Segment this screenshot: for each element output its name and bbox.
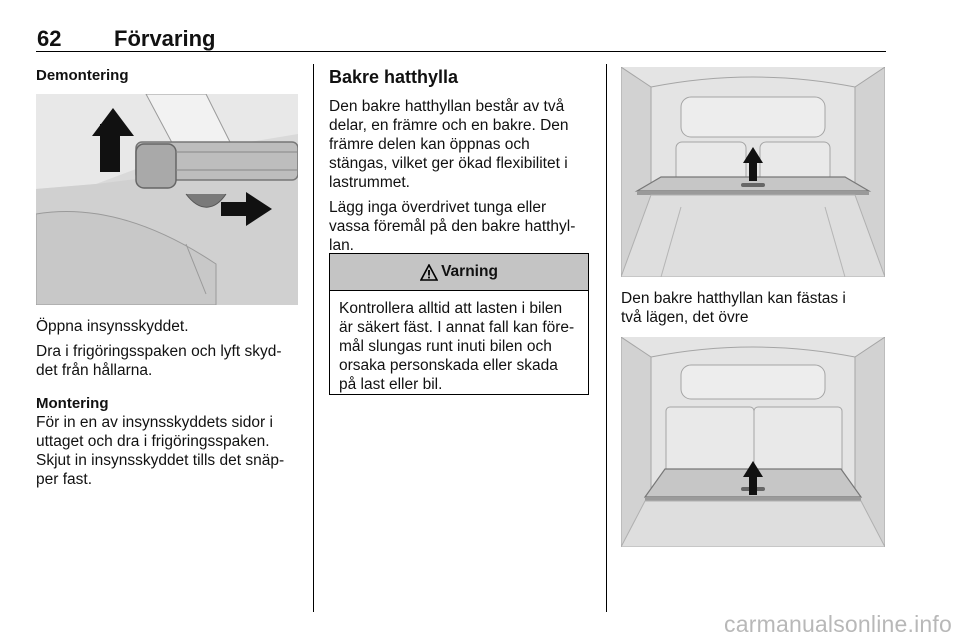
body-line: vassa föremål på den bakre hatthyl-: [329, 218, 576, 235]
figure-removal-illustration: [36, 94, 298, 305]
body-line: Den bakre hatthyllan består av två: [329, 98, 565, 115]
body-line: Skjut in insynsskyddet tills det snäp-: [36, 452, 285, 469]
header-rule: [36, 51, 886, 52]
body-line: per fast.: [36, 471, 92, 488]
column-divider-left: [313, 64, 314, 612]
body-line: stängas, vilket ger ökad flexibilitet i: [329, 155, 568, 172]
body-line: För in en av insynsskyddets sidor i: [36, 414, 273, 431]
caption-line: Öppna insynsskyddet.: [36, 318, 189, 335]
body-line: främre delen kan öppnas och: [329, 136, 530, 153]
warning-line: orsaka personskada eller skada: [339, 357, 558, 374]
section-heading-demontering: Demontering: [36, 67, 129, 84]
column-divider-right: [606, 64, 607, 612]
warning-line: är säkert fäst. I annat fall kan före-: [339, 319, 575, 336]
figure-cargo-shelf-upper: [621, 67, 885, 277]
body-line: lan.: [329, 237, 354, 254]
warning-line: på last eller bil.: [339, 376, 443, 393]
caption-line: Dra i frigöringsspaken och lyft skyd-: [36, 343, 282, 360]
body-line: Lägg inga överdrivet tunga eller: [329, 199, 547, 216]
warning-line: mål slungas runt inuti bilen och: [339, 338, 552, 355]
body-line: delar, en främre och en bakre. Den: [329, 117, 569, 134]
caption-line: Den bakre hatthyllan kan fästas i: [621, 290, 846, 307]
page-number: 62: [37, 26, 62, 51]
caption-line: det från hållarna.: [36, 362, 153, 379]
caption-line: två lägen, det övre: [621, 309, 749, 326]
body-line: lastrummet.: [329, 174, 410, 191]
section-heading-montering: Montering: [36, 395, 109, 412]
warning-box: [329, 253, 589, 395]
warning-triangle-icon: [420, 264, 438, 281]
section-heading-bakre-hatthylla: Bakre hatthylla: [329, 67, 459, 87]
watermark: carmanualsonline.info: [724, 611, 952, 637]
body-line: uttaget och dra i frigöringsspaken.: [36, 433, 270, 450]
warning-header: [330, 254, 588, 291]
warning-body: [330, 291, 588, 394]
warning-line: Kontrollera alltid att lasten i bilen: [339, 300, 563, 317]
figure-cargo-shelf-lower: [621, 337, 885, 547]
warning-title: Varning: [441, 263, 498, 280]
page-title: Förvaring: [114, 26, 216, 51]
